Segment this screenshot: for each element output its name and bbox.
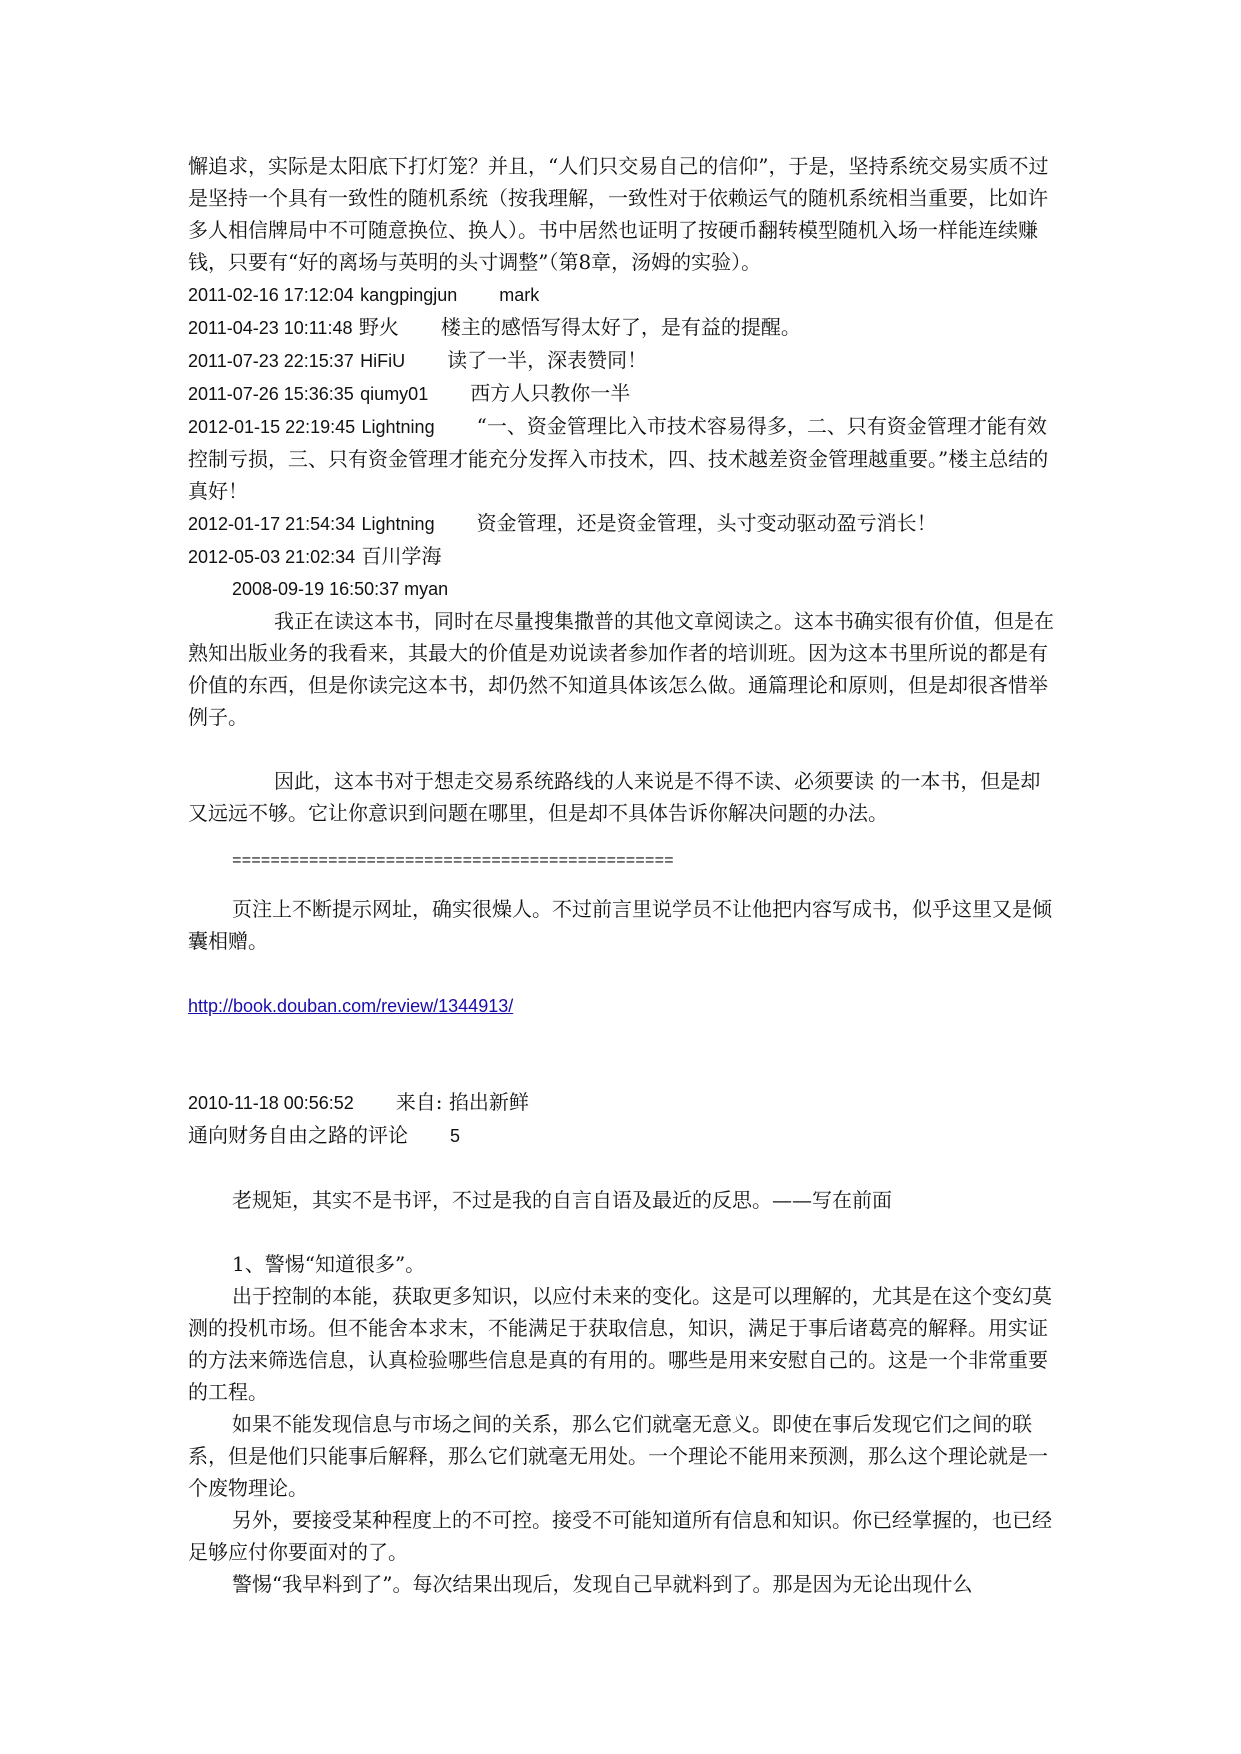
comment-time: 2012-01-17 21:54:34 xyxy=(188,514,356,534)
review-time: 2010-11-18 00:56:52 xyxy=(188,1093,354,1113)
comment-item xyxy=(188,410,1056,507)
comment-text: “一、资金管理比入市技术容易得多，二、只有资金管理才能有效控制亏损，三、只有资金管理才能充分发挥入市技术，四、技术越差资金管理越重要。”楼主总结的真好！ xyxy=(188,414,1049,503)
review-paragraph: 如果不能发现信息与市场之间的关系，那么它们就毫无意义。即使在事后发现它们之间的联系，但是他们只能事后解释，那么它们就毫无用处。一个理论不能用来预测，那么这个理论就是一个废物理论。 xyxy=(188,1412,1048,1500)
comment-time: 2012-01-15 22:19:45 xyxy=(188,417,356,437)
review-paragraph: 警惕“我早料到了”。每次结果出现后，发现自己早就料到了。那是因为无论出现什么 xyxy=(232,1572,973,1596)
review-title: 通向财务自由之路的评论 xyxy=(188,1123,408,1147)
section-heading: 1、警惕“知道很多”。 xyxy=(232,1252,426,1276)
review-score: 5 xyxy=(450,1126,461,1146)
comment-list xyxy=(188,278,1056,573)
comment-item xyxy=(188,311,1056,344)
comment-user: HiFiU xyxy=(360,351,406,371)
comment-time: 2011-04-23 10:11:48 xyxy=(188,318,353,338)
comment-time: 2011-02-16 17:12:04 xyxy=(188,285,354,305)
comment-user: 百川学海 xyxy=(361,544,442,568)
comment-item xyxy=(188,278,1056,311)
comment-text: 西方人只教你一半 xyxy=(470,381,631,405)
document-body xyxy=(188,150,1056,1600)
comment-text: 楼主的感悟写得太好了，是有益的提醒。 xyxy=(440,315,801,339)
review-header: 2008-09-19 16:50:37 myan xyxy=(232,579,449,599)
review-paragraph: 因此，这本书对于想走交易系统路线的人来说是不得不读、必须要读 的一本书，但是却又远远不够。它让你意识到问题在哪里，但是却不具体告诉你解决问题的办法。 xyxy=(188,769,1041,825)
comment-time: 2011-07-23 22:15:37 xyxy=(188,351,354,371)
comment-text: 资金管理，还是资金管理，头寸变动驱动盈亏消长！ xyxy=(476,511,937,535)
review-paragraph: 页注上不断提示网址，确实很燥人。不过前言里说学员不让他把内容写成书，似乎这里又是倾囊相赠。 xyxy=(188,897,1052,953)
comment-user: Lightning xyxy=(361,514,435,534)
review-link[interactable]: http://book.douban.com/review/1344913/ xyxy=(188,996,514,1016)
review-title-line xyxy=(188,1119,1056,1152)
comment-time: 2011-07-26 15:36:35 xyxy=(188,384,354,404)
separator-line: ============================================== xyxy=(232,852,674,870)
comment-user: kangpingjun xyxy=(360,285,458,305)
review-paragraph: 出于控制的本能，获取更多知识，以应付未来的变化。这是可以理解的，尤其是在这个变幻莫测的投机市场。但不能舍本求末，不能满足于获取信息，知识，满足于事后诸葛亮的解释。用实证的方法来筛选信息，认真检验哪些信息是真的有用的。哪些是用来安慰自己的。这是一个非常重要的工程。 xyxy=(188,1284,1052,1404)
comment-item xyxy=(188,540,1056,573)
intro-paragraph: 懈追求，实际是太阳底下打灯笼？并且，“人们只交易自己的信仰”，于是，坚持系统交易实质不过是坚持一个具有一致性的随机系统（按我理解，一致性对于依赖运气的随机系统相当重要，比如许多人相信牌局中不可随意换位、换人）。书中居然也证明了按硬币翻转模型随机入场一样能连续赚钱，只要有“好的离场与英明的头寸调整”（第8章，汤姆的实验）。 xyxy=(188,154,1049,274)
comment-time: 2012-05-03 21:02:34 xyxy=(188,547,356,567)
comment-item xyxy=(188,507,1056,540)
comment-item xyxy=(188,377,1056,410)
review-preface: 老规矩，其实不是书评，不过是我的自言自语及最近的反思。——写在前面 xyxy=(232,1188,892,1212)
review-paragraph: 另外，要接受某种程度上的不可控。接受不可能知道所有信息和知识。你已经掌握的，也已经足够应付你要面对的了。 xyxy=(188,1508,1052,1564)
comment-user: Lightning xyxy=(361,417,435,437)
comment-text: 读了一半，深表赞同！ xyxy=(447,348,648,372)
review-meta-line xyxy=(188,1086,1056,1119)
comment-item xyxy=(188,344,1056,377)
review-paragraph: 我正在读这本书，同时在尽量搜集撒普的其他文章阅读之。这本书确实很有价值，但是在熟知出版业务的我看来，其最大的价值是劝说读者参加作者的培训班。因为这本书里所说的都是有价值的东西，但是你读完这本书，却仍然不知道具体该怎么做。通篇理论和原则，但是却很吝惜举例子。 xyxy=(188,609,1054,729)
review-myan xyxy=(188,573,1056,1022)
review-second xyxy=(188,1086,1056,1600)
comment-text: mark xyxy=(499,285,540,305)
review-source: 来自: 掐出新鲜 xyxy=(395,1090,529,1114)
comment-user: 野火 xyxy=(358,315,399,339)
comment-user: qiumy01 xyxy=(360,384,429,404)
